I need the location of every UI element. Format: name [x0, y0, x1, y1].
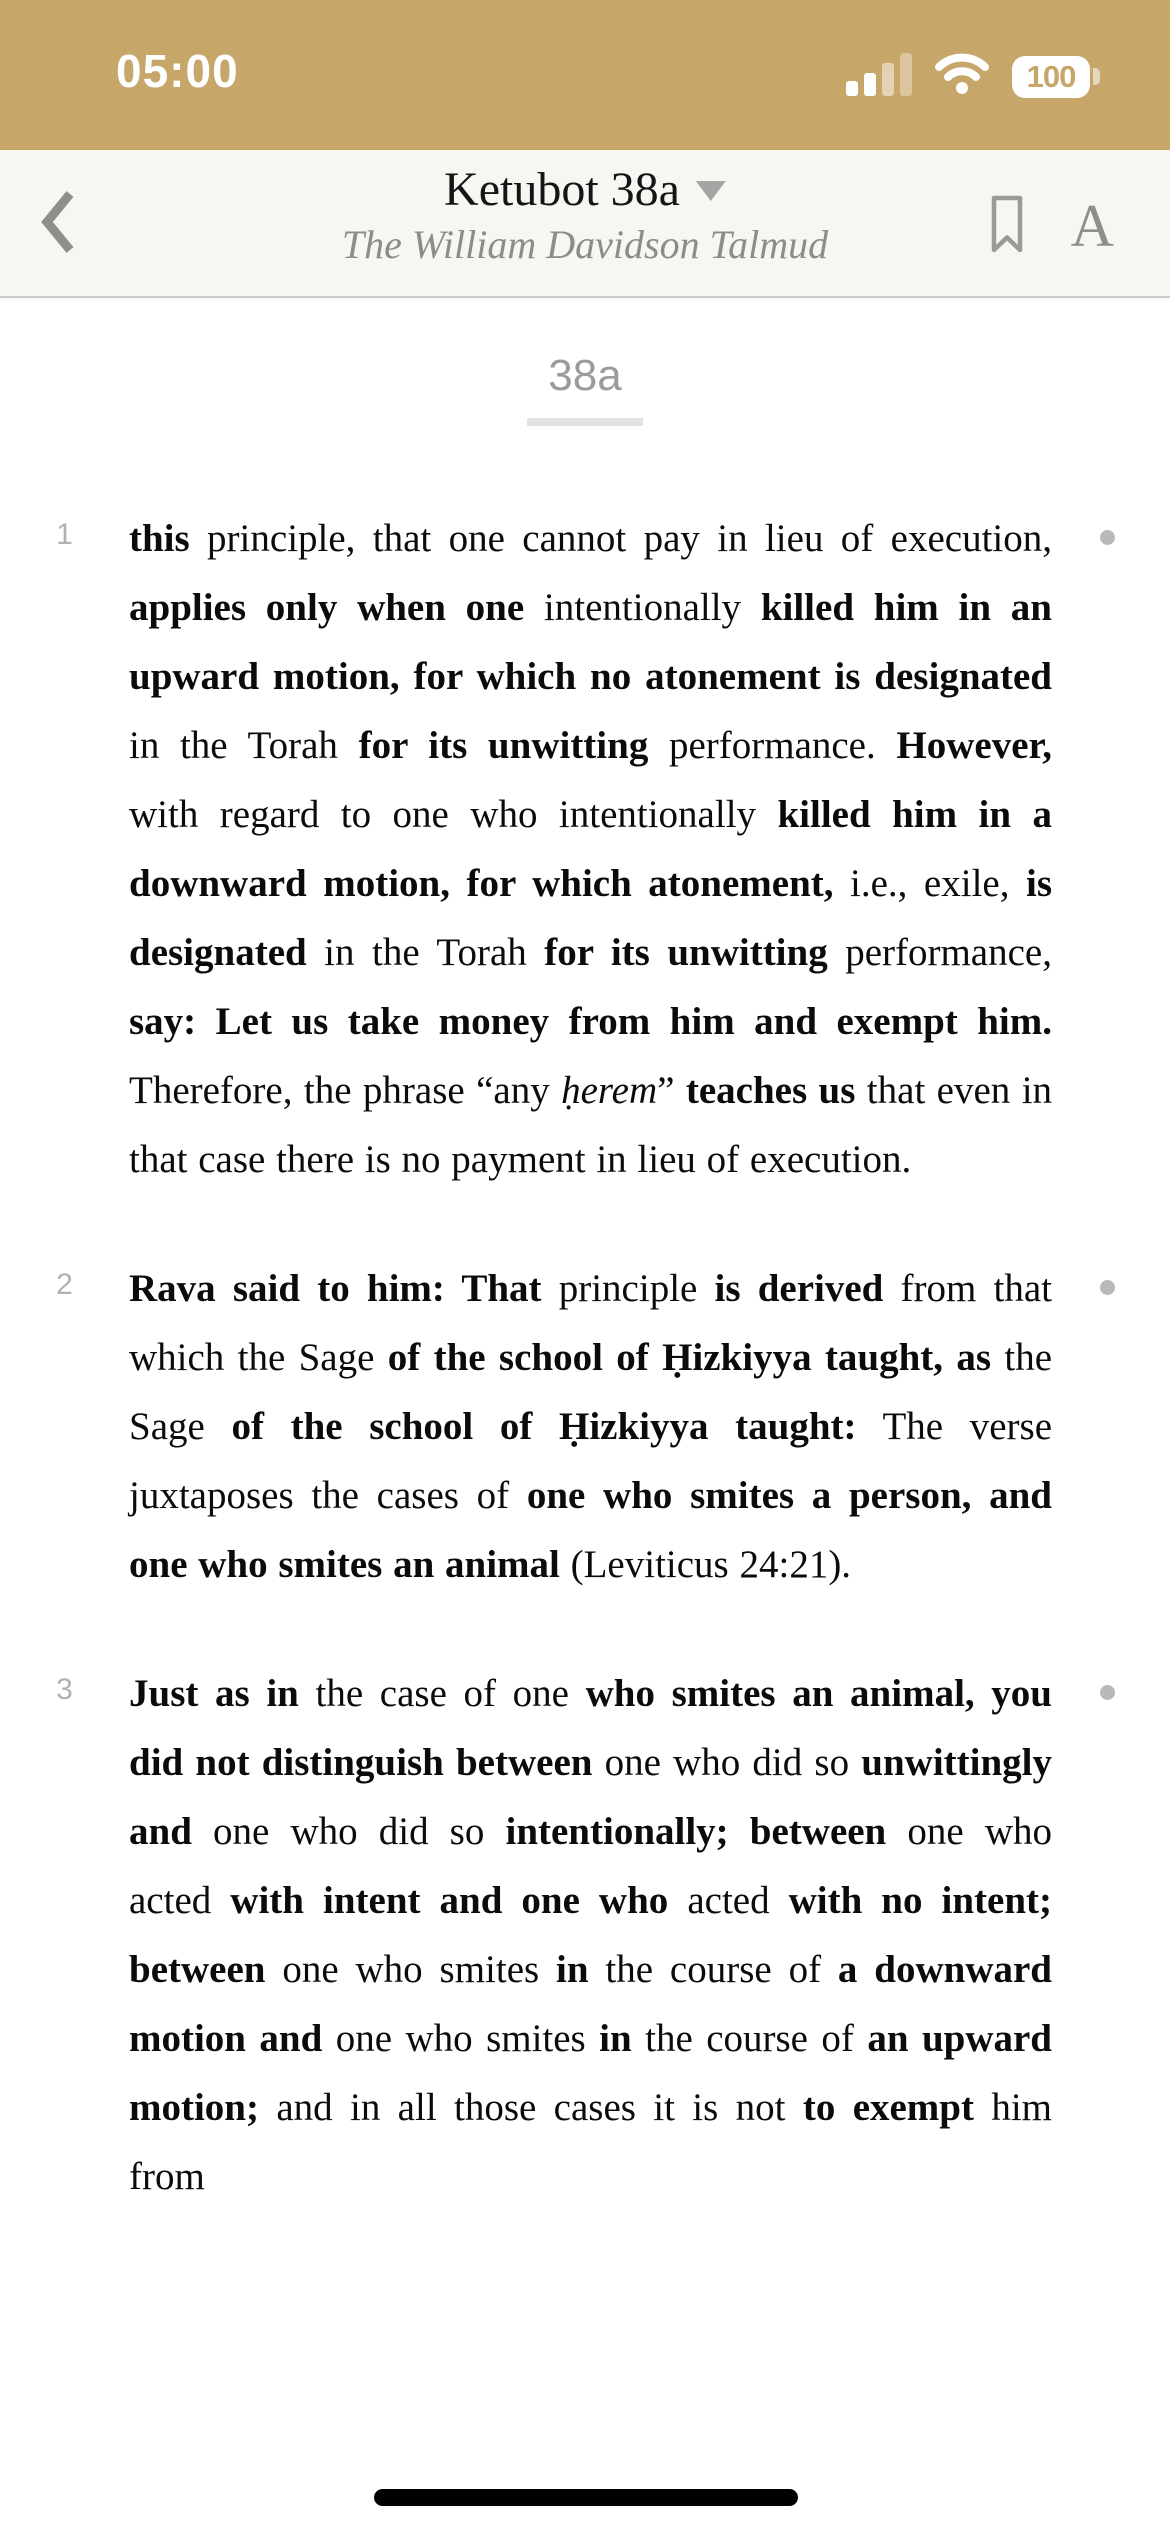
home-indicator[interactable]	[374, 2489, 798, 2506]
verse-dot-cell	[1052, 1659, 1170, 2211]
verse-number: 3	[56, 1673, 73, 1706]
chevron-down-icon	[696, 181, 726, 201]
font-size-button[interactable]: A	[1070, 193, 1114, 259]
section-label: 38a	[548, 351, 622, 400]
status-icons	[846, 52, 1100, 101]
page-subtitle: The William Davidson Talmud	[341, 221, 829, 267]
verse-list	[0, 504, 1170, 2211]
chevron-left-icon	[40, 189, 76, 260]
bookmark-icon	[987, 241, 1027, 258]
reader-content[interactable]	[0, 298, 1170, 2211]
battery-percentage: 100	[1026, 58, 1076, 94]
section-underline	[527, 418, 643, 426]
verse-dot-cell	[1052, 1254, 1170, 1599]
battery-nub	[1093, 68, 1100, 85]
page-title: Ketubot 38a	[444, 163, 680, 216]
header-actions	[987, 186, 1114, 266]
verse-connection-dot[interactable]	[1100, 1280, 1115, 1295]
verse-text[interactable]: this principle, that one cannot pay in lieu of execution, applies only when one intentionally killed him in an upward motion, for which no atonement is designated in the Torah for its unwitting performance. However, with regard to one who intentionally killed him in a downward motion, for which atonement, i.e., exile, is designated in the Torah for its unwitting performance, say: Let us take money from him and exempt him. Therefore, the phrase “any ḥerem” teaches us that even in that case there is no payment in lieu of execution.	[129, 517, 1053, 1181]
status-time: 05:00	[116, 45, 239, 97]
verse-text[interactable]: Rava said to him: That principle is derived from that which the Sage of the school of Ḥizkiyya taught, as the Sage of the school of Ḥizkiyya taught: The verse juxtaposes the cases of one who smites a person, and one who smites an animal (Leviticus 24:21).	[129, 1267, 1053, 1586]
verse-connection-dot[interactable]	[1100, 1685, 1115, 1700]
verse-connection-dot[interactable]	[1100, 530, 1115, 545]
verse-text[interactable]: Just as in the case of one who smites an animal, you did not distinguish between one who did so unwittingly and one who did so intentionally; between one who acted with intent and one who acted with no intent; between one who smites in the course of a downward motion and one who smites in the course of an upward motion; and in all those cases it is not to exempt him from	[129, 1672, 1053, 2198]
verse-row[interactable]	[0, 1254, 1170, 1599]
status-bar	[0, 0, 1170, 150]
wifi-icon	[934, 53, 990, 100]
verse-number: 2	[56, 1268, 73, 1301]
verse-row[interactable]	[0, 504, 1170, 1194]
reader-header	[0, 150, 1170, 298]
battery-icon	[1012, 56, 1100, 98]
verse-number: 1	[56, 518, 73, 551]
verse-row[interactable]	[0, 1659, 1170, 2211]
verse-dot-cell	[1052, 504, 1170, 1194]
title-block[interactable]	[342, 164, 828, 267]
bookmark-button[interactable]	[987, 194, 1027, 259]
cellular-signal-icon	[846, 52, 912, 101]
back-button[interactable]	[40, 182, 110, 266]
